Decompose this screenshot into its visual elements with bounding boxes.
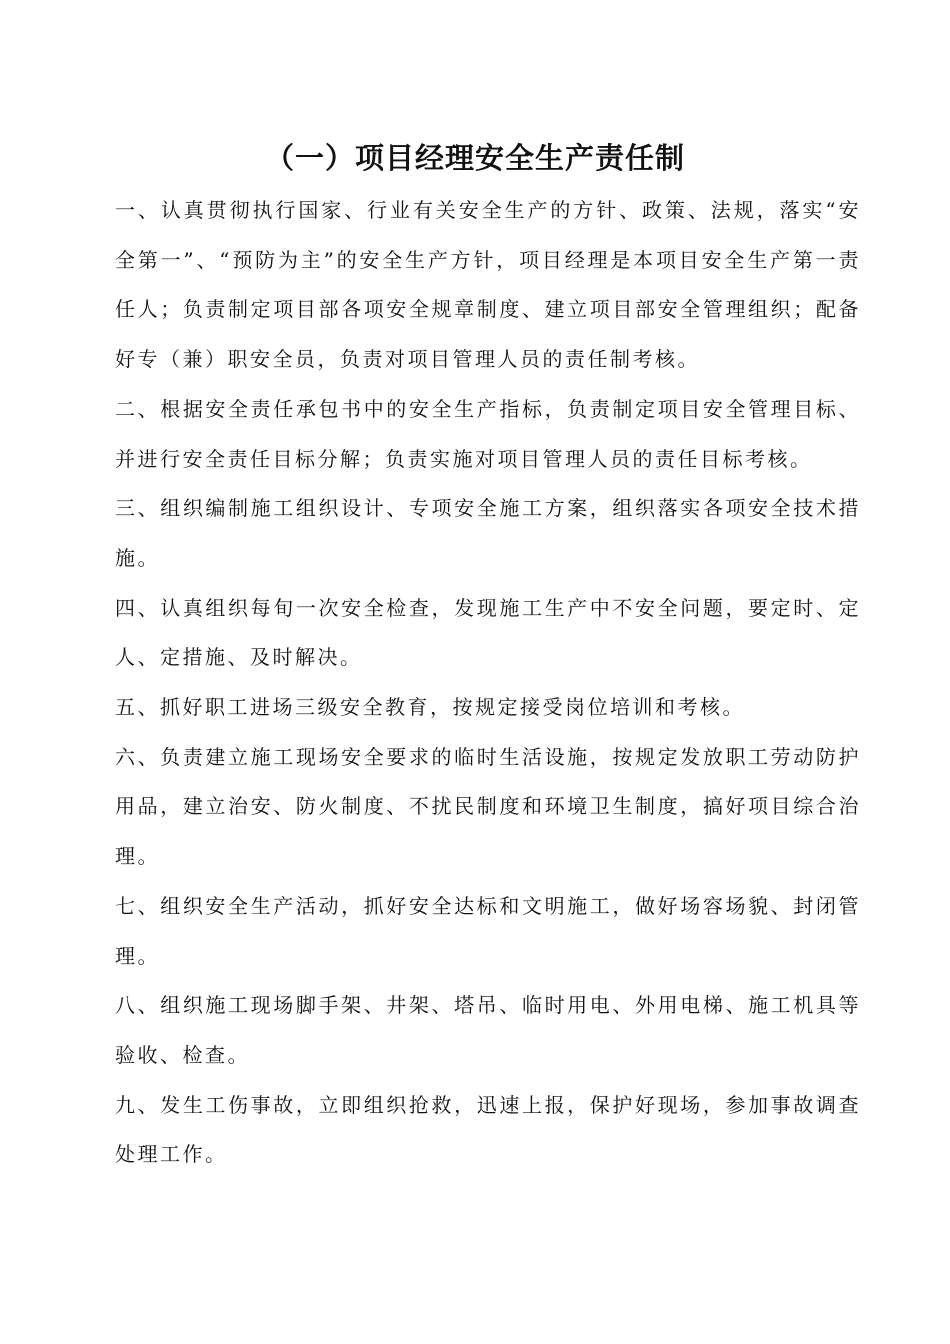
document-title: （一）项目经理安全生产责任制 <box>264 141 685 175</box>
responsibility-item-1: 一、认真贯彻执行国家、行业有关安全生产的方针、政策、法规，落实“安全第一”、“预防为主”的安全生产方针，项目经理是本项目安全生产第一责任人；负责制定项目部各项安全规章制度、建立项目部安全管理组织；配备好专（兼）职安全员，负责对项目管理人员的责任制考核。 <box>115 198 861 372</box>
responsibility-item-5: 五、抓好职工进场三级安全教育，按规定接受岗位培训和考核。 <box>115 695 745 720</box>
responsibility-item-2: 二、根据安全责任承包书中的安全生产指标，负责制定项目安全管理目标、并进行安全责任目标分解；负责实施对项目管理人员的责任目标考核。 <box>115 396 861 471</box>
responsibility-item-3: 三、组织编制施工组织设计、专项安全施工方案，组织落实各项安全技术措施。 <box>115 496 861 570</box>
responsibility-item-4: 四、认真组织每旬一次安全检查，发现施工生产中不安全问题，要定时、定人、定措施、及时解决。 <box>115 595 861 670</box>
responsibility-list <box>115 186 861 1180</box>
responsibility-item-8: 八、组织施工现场脚手架、井架、塔吊、临时用电、外用电梯、施工机具等验收、检查。 <box>115 993 861 1067</box>
responsibility-item-7: 七、组织安全生产活动，抓好安全达标和文明施工，做好场容场貌、封闭管理。 <box>115 893 861 968</box>
responsibility-item-6: 六、负责建立施工现场安全要求的临时生活设施，按规定发放职工劳动防护用品，建立治安、防火制度、不扰民制度和环境卫生制度，搞好项目综合治理。 <box>115 744 861 869</box>
responsibility-item-9: 九、发生工伤事故，立即组织抢救，迅速上报，保护好现场，参加事故调查处理工作。 <box>115 1092 861 1167</box>
